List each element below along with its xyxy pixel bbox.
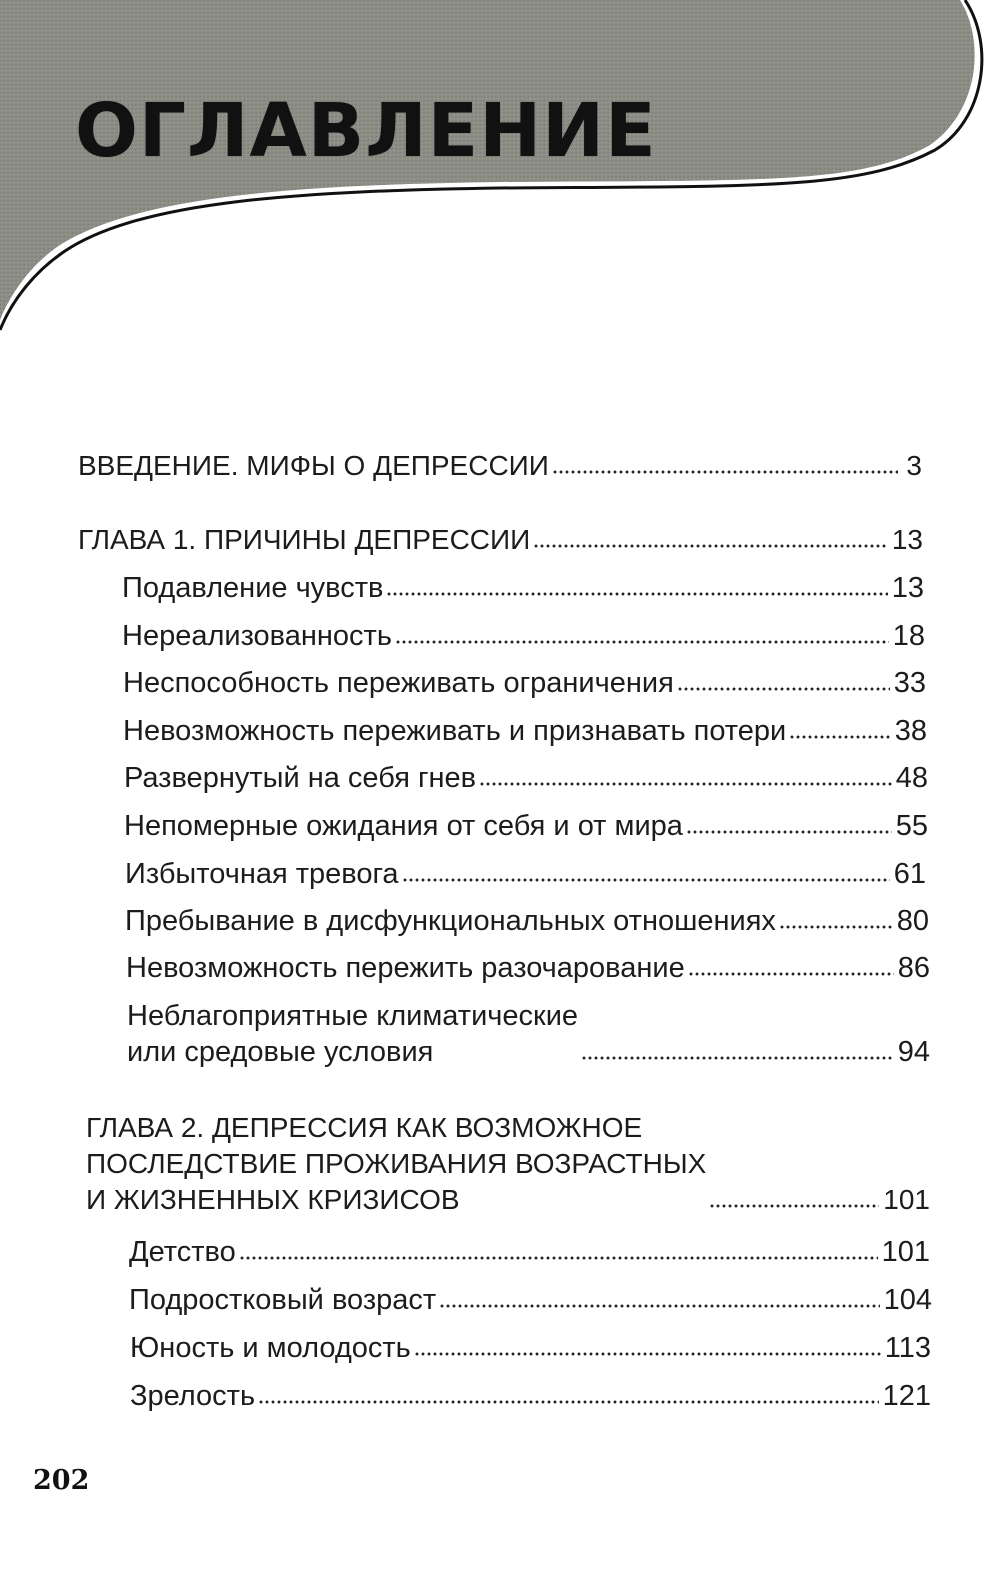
toc-entry-chapter-2 [86,1110,930,1218]
leader-dots [677,686,890,692]
leader-dots [533,543,888,549]
toc-entry-label: Юность и молодость [130,1332,411,1364]
toc-entry-label: Непомерные ожидания от себя и от мира [124,810,683,842]
toc-entry-label: Развернутый на себя гнев [124,762,477,794]
leader-dots [688,971,894,977]
toc-entry-suppression [122,570,924,606]
toc-entry-page: 121 [882,1380,931,1412]
toc-entry-intro [78,448,922,484]
leader-dots [439,1303,879,1309]
toc-entry-label: Подростковый возраст [129,1284,437,1316]
toc-entry-page: 55 [895,810,928,842]
leader-dots [709,1203,879,1209]
toc-entry-dysfunctional [125,903,929,939]
toc-entry-unrealized [122,618,925,654]
toc-entry-page: 3 [906,450,922,481]
page-number: 202 [33,1465,90,1496]
toc-entry-conditions [127,998,930,1070]
toc-entry-childhood [129,1234,930,1270]
toc-entry-anger [124,760,928,796]
toc-entry-label [127,998,578,1070]
leader-dots [402,877,890,883]
leader-dots [686,829,892,835]
leader-dots [258,1399,879,1405]
toc-entry-label: Неспособность переживать ограничения [123,667,674,699]
toc-entry-label-line: Неблагоприятные климатические [127,1000,579,1032]
toc-entry-label: Нереализованность [122,620,392,652]
toc-entry-label: Невозможность пережить разочарование [126,952,685,984]
leader-dots [386,591,887,597]
leader-dots [479,781,892,787]
toc-entry-label: Пребывание в дисфункциональных отношениях [125,905,776,937]
toc-entry-losses [123,713,927,749]
toc-entry-page: 61 [893,858,926,890]
toc-entry-label: ВВЕДЕНИЕ. МИФЫ О ДЕПРЕССИИ [78,450,549,481]
toc-entry-label: Подавление чувств [122,572,384,604]
toc-entry-disappointment [126,950,930,986]
toc-entry-anxiety [125,856,926,892]
toc-entry-label-line: ГЛАВА 2. ДЕПРЕССИЯ КАК ВОЗМОЖНОЕ [86,1112,643,1143]
toc-entry-label: Невозможность переживать и признавать потери [123,715,787,747]
leader-dots [414,1351,881,1357]
toc-entry-label-line: И ЖИЗНЕННЫХ КРИЗИСОВ [86,1184,460,1215]
toc-entry-page: 13 [891,572,924,604]
toc-entry-adolescence [129,1282,932,1318]
leader-dots [395,639,889,645]
leader-dots [239,1255,878,1261]
toc-entry-label: Зрелость [130,1380,256,1412]
leader-dots [581,1055,894,1061]
leader-dots [552,469,898,475]
toc-entry-label-line: или средовые условия [127,1036,434,1068]
toc-entry-page: 80 [896,905,929,937]
toc-entry-page: 13 [891,524,923,555]
toc-entry-label: Детство [129,1236,236,1268]
toc-entry-page: 18 [892,620,925,652]
toc-entry-label-line: ПОСЛЕДСТВИЕ ПРОЖИВАНИЯ ВОЗРАСТНЫХ [86,1148,707,1179]
page-title: ОГЛАВЛЕНИЕ [75,88,657,174]
toc-entry-page: 113 [884,1332,931,1364]
toc-entry-chapter-1 [78,522,923,558]
toc-entry-limitations [123,665,926,701]
toc-entry-label [86,1110,706,1218]
toc-entry-page: 101 [881,1236,930,1268]
toc-entry-maturity [130,1378,931,1414]
toc-entry-expectations [124,808,928,844]
leader-dots [789,734,891,740]
toc-entry-page: 101 [883,1184,930,1215]
toc-entry-page: 33 [893,667,926,699]
toc-entry-label: Избыточная тревога [125,858,399,890]
leader-dots [779,924,893,930]
toc-entry-label: ГЛАВА 1. ПРИЧИНЫ ДЕПРЕССИИ [78,524,531,555]
toc-entry-page: 86 [897,952,930,984]
toc-entry-page: 94 [897,1036,930,1068]
toc-entry-youth [130,1330,931,1366]
toc-entry-page: 104 [883,1284,932,1316]
toc-entry-page: 48 [895,762,928,794]
toc-entry-page: 38 [894,715,927,747]
